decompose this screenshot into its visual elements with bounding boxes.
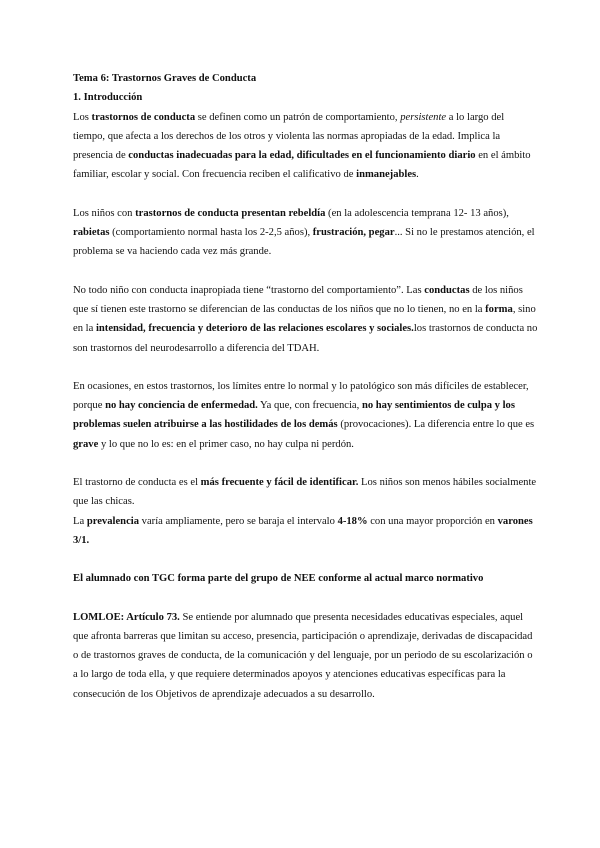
p8-run: Se entiende por alumnado que presenta necesidades educativas especiales, aquel que afronta barreras que limitan su acceso, presencia, participación o aprendizaje, derivadas de discapacidad o de trastornos graves de conducta, de la comunicación y del lenguaje, por un periodo de su escolarización o a lo largo de toda ella, y que requiere determinados apoyos y atenciones educativas específicas para la consecución de los Objetivos de aprendizaje adecuados a su desarrollo. xyxy=(73,611,533,700)
paragraph-rebeldia xyxy=(73,204,538,262)
paragraph-lomloe xyxy=(73,608,538,704)
p2-run: trastornos de conducta presentan rebeldía xyxy=(135,207,326,219)
p6-run: varones 3/1. xyxy=(73,515,533,546)
p1-run: Los xyxy=(73,111,92,123)
p6-run: varía ampliamente, pero se baraja el intervalo xyxy=(139,515,338,527)
p3-run: intensidad, frecuencia y deterioro de las relaciones escolares y sociales. xyxy=(95,323,414,335)
p1-run: a lo largo del tiempo, que afecta a los derechos de los otros y violenta las normas apropiadas de la edad. Implica la presencia de xyxy=(73,111,505,162)
paragraph-diferencias xyxy=(73,281,538,358)
p4-run: no hay sentimientos de culpa y los problemas suelen atribuirse a las hostilidades de los demás xyxy=(73,400,515,431)
p3-run: forma xyxy=(485,303,513,315)
p3-run: de los niños que sí tienen este trastorno se diferencian de las conductas de los niños que no lo tienen, no en la xyxy=(73,284,523,315)
p4-run: (provocaciones). La diferencia entre lo que es xyxy=(337,419,535,431)
p2-run: (comportamiento normal hasta los 2-2,5 años), xyxy=(109,227,313,239)
p6-run: 4-18% xyxy=(337,515,368,527)
p3-run: No todo niño con conducta inapropiada tiene “trastorno del comportamiento”. Las xyxy=(73,284,425,296)
p4-run: y lo que no lo es: en el primer caso, no hay culpa ni perdón. xyxy=(98,438,354,450)
p2-run: frustración, pegar xyxy=(312,227,395,239)
paragraph-definicion xyxy=(73,108,538,185)
p5-run: Los niños son menos hábiles socialmente que las chicas. xyxy=(73,477,537,508)
p1-run: conductas inadecuadas para la edad, dificultades en el funcionamiento diario xyxy=(128,150,476,162)
p2-run: ... Si no le prestamos atención, el problema se va haciendo cada vez más grande. xyxy=(73,227,535,258)
p4-run: Ya que, con frecuencia, xyxy=(257,400,362,412)
p5-run: El trastorno de conducta es el xyxy=(73,477,201,489)
p4-run: no hay conciencia de enfermedad. xyxy=(105,400,258,412)
paragraph-conciencia xyxy=(73,377,538,454)
p8-run: LOMLOE: Artículo 73. xyxy=(73,611,180,623)
p2-run: (en la adolescencia temprana 12- 13 años), xyxy=(325,207,509,219)
p1-run: inmanejables xyxy=(356,169,417,181)
p1-run: en el ámbito familiar, escolar y social. Con frecuencia reciben el calificativo de xyxy=(73,150,531,181)
p6-run: prevalencia xyxy=(86,515,140,527)
p3-run: , sino en la xyxy=(73,303,536,335)
paragraph-prevalencia xyxy=(73,512,538,551)
p5-run: más frecuente y fácil de identificar. xyxy=(200,477,359,489)
paragraph-nee-heading: El alumnado con TGC forma parte del grupo de NEE conforme al actual marco normativo xyxy=(73,573,484,585)
p1-run: se definen como un patrón de comportamiento, xyxy=(195,111,401,123)
p1-run: . xyxy=(416,169,419,181)
p4-run: grave xyxy=(73,438,99,450)
p3-run: los trastornos de conducta no son trastornos del neurodesarrollo a diferencia del TDAH. xyxy=(73,323,538,354)
section-heading-introduccion: 1. Introducción xyxy=(73,92,143,104)
p2-run: rabietas xyxy=(73,227,110,239)
paragraph-frecuencia xyxy=(73,473,538,512)
p1-run: persistente xyxy=(400,111,447,123)
p1-run: trastornos de conducta xyxy=(91,111,196,123)
document-title: Tema 6: Trastornos Graves de Conducta xyxy=(73,73,257,84)
p2-run: Los niños con xyxy=(73,207,136,219)
p4-run: En ocasiones, en estos trastornos, los límites entre lo normal y lo patológico son más difíciles de establecer, porque xyxy=(73,380,529,412)
p6-run: La xyxy=(73,515,87,527)
p6-run: con una mayor proporción en xyxy=(367,515,498,527)
p3-run: conductas xyxy=(424,284,470,296)
